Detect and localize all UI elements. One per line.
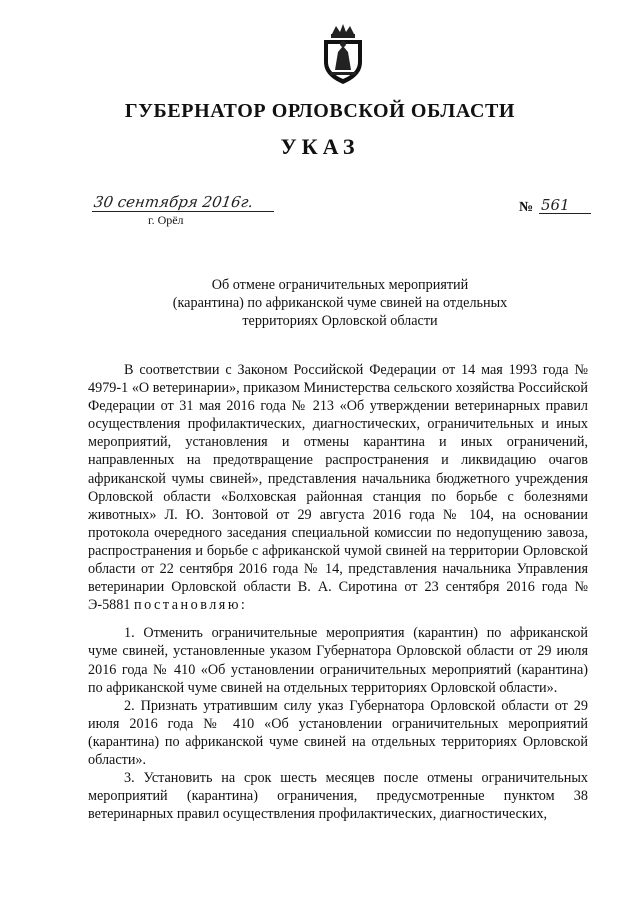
date-underline xyxy=(92,211,274,212)
preamble-paragraph xyxy=(88,361,588,614)
document-type: УКАЗ xyxy=(280,134,360,159)
decree-word: постановляю: xyxy=(134,597,248,614)
subject-line: Об отмене ограничительных мероприятий xyxy=(211,277,469,293)
decree-number: 561 xyxy=(541,196,570,214)
number-underline xyxy=(539,213,591,214)
authority-title: ГУБЕРНАТОР ОРЛОВСКОЙ ОБЛАСТИ xyxy=(124,100,516,122)
item-3: 3. Установить на срок шесть месяцев после отмены ограничительных мероприятий (карантина) ограничения, предусмотренные пунктом 38 ветеринарных правил осуществления профилактических, диагностических, xyxy=(88,770,588,823)
subject-line: территориях Орловской области xyxy=(242,313,438,329)
decree-subject xyxy=(130,276,550,330)
item-1: 1. Отменить ограничительные мероприятия (карантин) по африканской чуме свиней, установленные указом Губернатора Орловской области от 29 июля 2016 года № 410 «Об установлении ограничительных мероприятий (карантина) по африканской чуме свиней на отдельных территориях Орловской области». xyxy=(88,625,588,696)
preamble-text: В соответствии с Законом Российской Федерации от 14 мая 1993 года № 4979-1 «О ветеринарии», приказом Министерства сельского хозяйства Российской Федерации от 31 мая 2016 года № 213 «Об утверждении ветеринарных правил осуществления профилактических, диагностических, ограничительных и иных мероприятий, установления и отмены карантина и иных ограничений, направленных на предотвращение распространения и ликвидацию очагов африканской чумы свиней», представления начальника бюджетного учреждения Орловской области «Болховская районная станция по борьбе с болезнями животных» Л. Ю. Зонтовой от 29 августа 2016 года № 104, на основании протокола очередного заседания специальной комиссии по недопущению завоза, распространения и борьбе с африканской чумой свиней на территории Орловской области от 22 сентября 2016 года № 14, представления начальника Управления ветеринарии Орловской области В. А. Сиротина от 23 сентября 2016 года № Э-5881 xyxy=(88,362,588,614)
coat-of-arms-icon xyxy=(316,22,370,86)
subject-line: (карантина) по африканской чуме свиней на отдельных xyxy=(172,295,508,311)
city: г. Орёл xyxy=(148,213,184,227)
decree-date: 30 сентября 2016г. xyxy=(92,193,255,211)
item-2: 2. Признать утратившим силу указ Губернатора Орловской области от 29 июля 2016 года № 410 «Об установлении ограничительных мероприятий (карантина) по африканской чуме свиней на отдельных территориях Орловской области». xyxy=(88,697,588,768)
decree-body xyxy=(88,361,588,823)
number-label: № xyxy=(519,200,534,215)
